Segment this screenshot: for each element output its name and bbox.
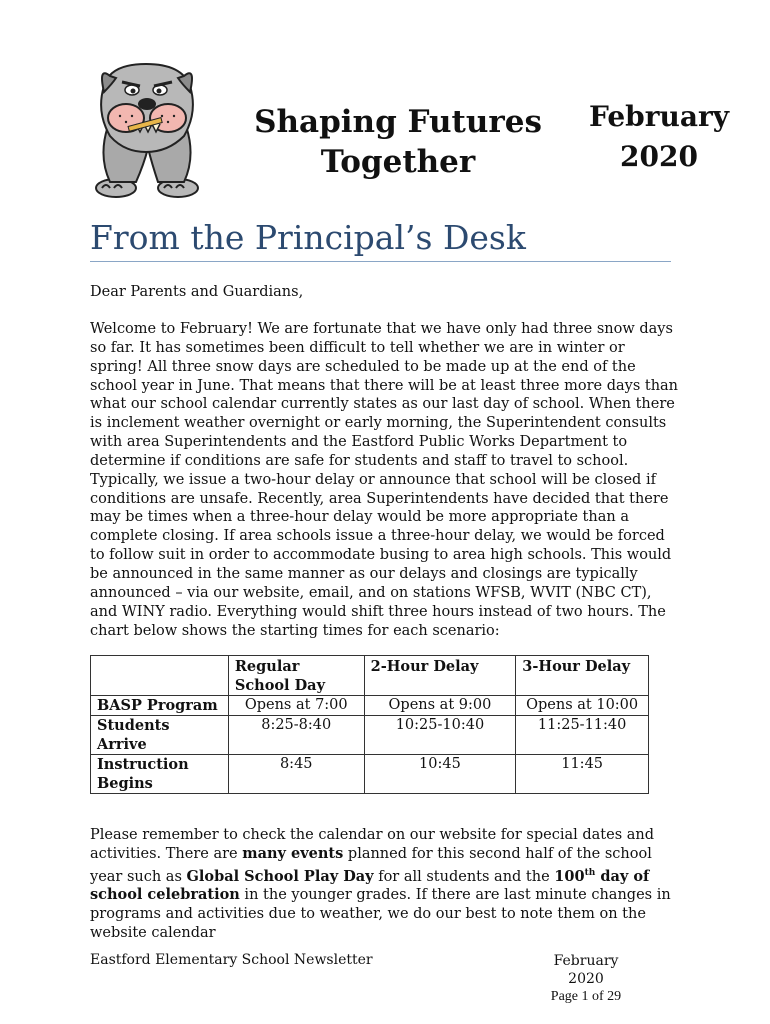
heading-divider	[90, 261, 671, 262]
table-cell: 10:25-10:40	[364, 716, 516, 755]
text-run: in the younger grades. If there are last minute changes in programs and activities due to weather, we do our best to note them on the website calendar	[90, 887, 671, 942]
row-label: BASP Program	[91, 696, 229, 716]
footer-page-number: Page 1 of 29	[550, 989, 622, 1004]
table-cell: 8:25-8:40	[228, 716, 364, 755]
table-header-row	[91, 656, 649, 696]
text-run: planned for this second half of the school year such as	[90, 845, 652, 885]
table-header-cell	[91, 656, 229, 696]
paragraph-1: Welcome to February! We are fortunate that we have only had three snow days so far. It has sometimes been difficult to tell whether we are in winter or spring! All three snow days are scheduled to be made up at the end of the school year in June. That means that there will be at least three more days than what our school calendar currently states as our last day of school. When there is inclement weather overnight or early morning, the Superintendent consults with area Superintendents and the Eastford Public Works Department to determine if conditions are safe for students and staff to travel to school. Typically, we issue a two-hour delay or announce that school will be closed if conditions are unsafe. Recently, area Superintendents have decided that there may be times when a three-hour delay would be more appropriate than a complete closing. If area schools issue a three-hour delay, we would be forced to follow suit in order to accommodate busing to area high schools. This would be announced in the same manner as our delays and closings are typically announced – via our website, email, and on stations WFSB, WVIT (NBC CT), and WINY radio. Everything would shift three hours instead of two hours. The chart below shows the starting times for each scenario:	[90, 321, 679, 639]
issue-year: 2020	[620, 140, 698, 173]
table-cell: Opens at 9:00	[364, 696, 516, 716]
section-heading: From the Principal’s Desk	[90, 218, 526, 257]
newsletter-title	[238, 102, 558, 182]
bulldog-mascot-icon	[88, 56, 206, 198]
letter-body	[90, 320, 680, 640]
paragraph-2	[90, 826, 680, 943]
table-cell: Opens at 10:00	[516, 696, 649, 716]
text-run: for all students and the	[373, 868, 555, 885]
text-run: day of school celebration	[90, 867, 650, 904]
text-run: 100	[554, 867, 585, 885]
table-header-cell: 3-Hour Delay	[516, 656, 649, 696]
emphasis-text: Global School Play Day	[186, 867, 374, 885]
row-label: Students Arrive	[91, 716, 229, 755]
footer-date: February 2020	[553, 953, 619, 987]
table-cell: 8:45	[228, 755, 364, 794]
text-run: Please remember to check the calendar on our website for special dates and activities. There are	[90, 827, 655, 862]
emphasis-text: many events	[242, 844, 344, 862]
title-line-2: Together	[320, 144, 476, 180]
table-header-cell: 2-Hour Delay	[364, 656, 516, 696]
footer-page-info	[536, 952, 636, 1006]
table-cell: 10:45	[364, 755, 516, 794]
table-cell: Opens at 7:00	[228, 696, 364, 716]
table-row	[91, 716, 649, 755]
footer-newsletter-name: Eastford Elementary School Newsletter	[90, 952, 373, 968]
salutation: Dear Parents and Guardians,	[90, 284, 304, 300]
table-row	[91, 755, 649, 794]
superscript: th	[584, 867, 596, 878]
issue-date	[582, 97, 736, 177]
title-line-1: Shaping Futures	[254, 104, 542, 140]
letter-body-continued	[90, 826, 680, 943]
table-header-cell: Regular School Day	[228, 656, 364, 696]
table-row	[91, 696, 649, 716]
table-cell: 11:25-11:40	[516, 716, 649, 755]
issue-month: February	[588, 100, 729, 133]
schedule-table	[90, 655, 649, 794]
table-cell: 11:45	[516, 755, 649, 794]
row-label: Instruction Begins	[91, 755, 229, 794]
